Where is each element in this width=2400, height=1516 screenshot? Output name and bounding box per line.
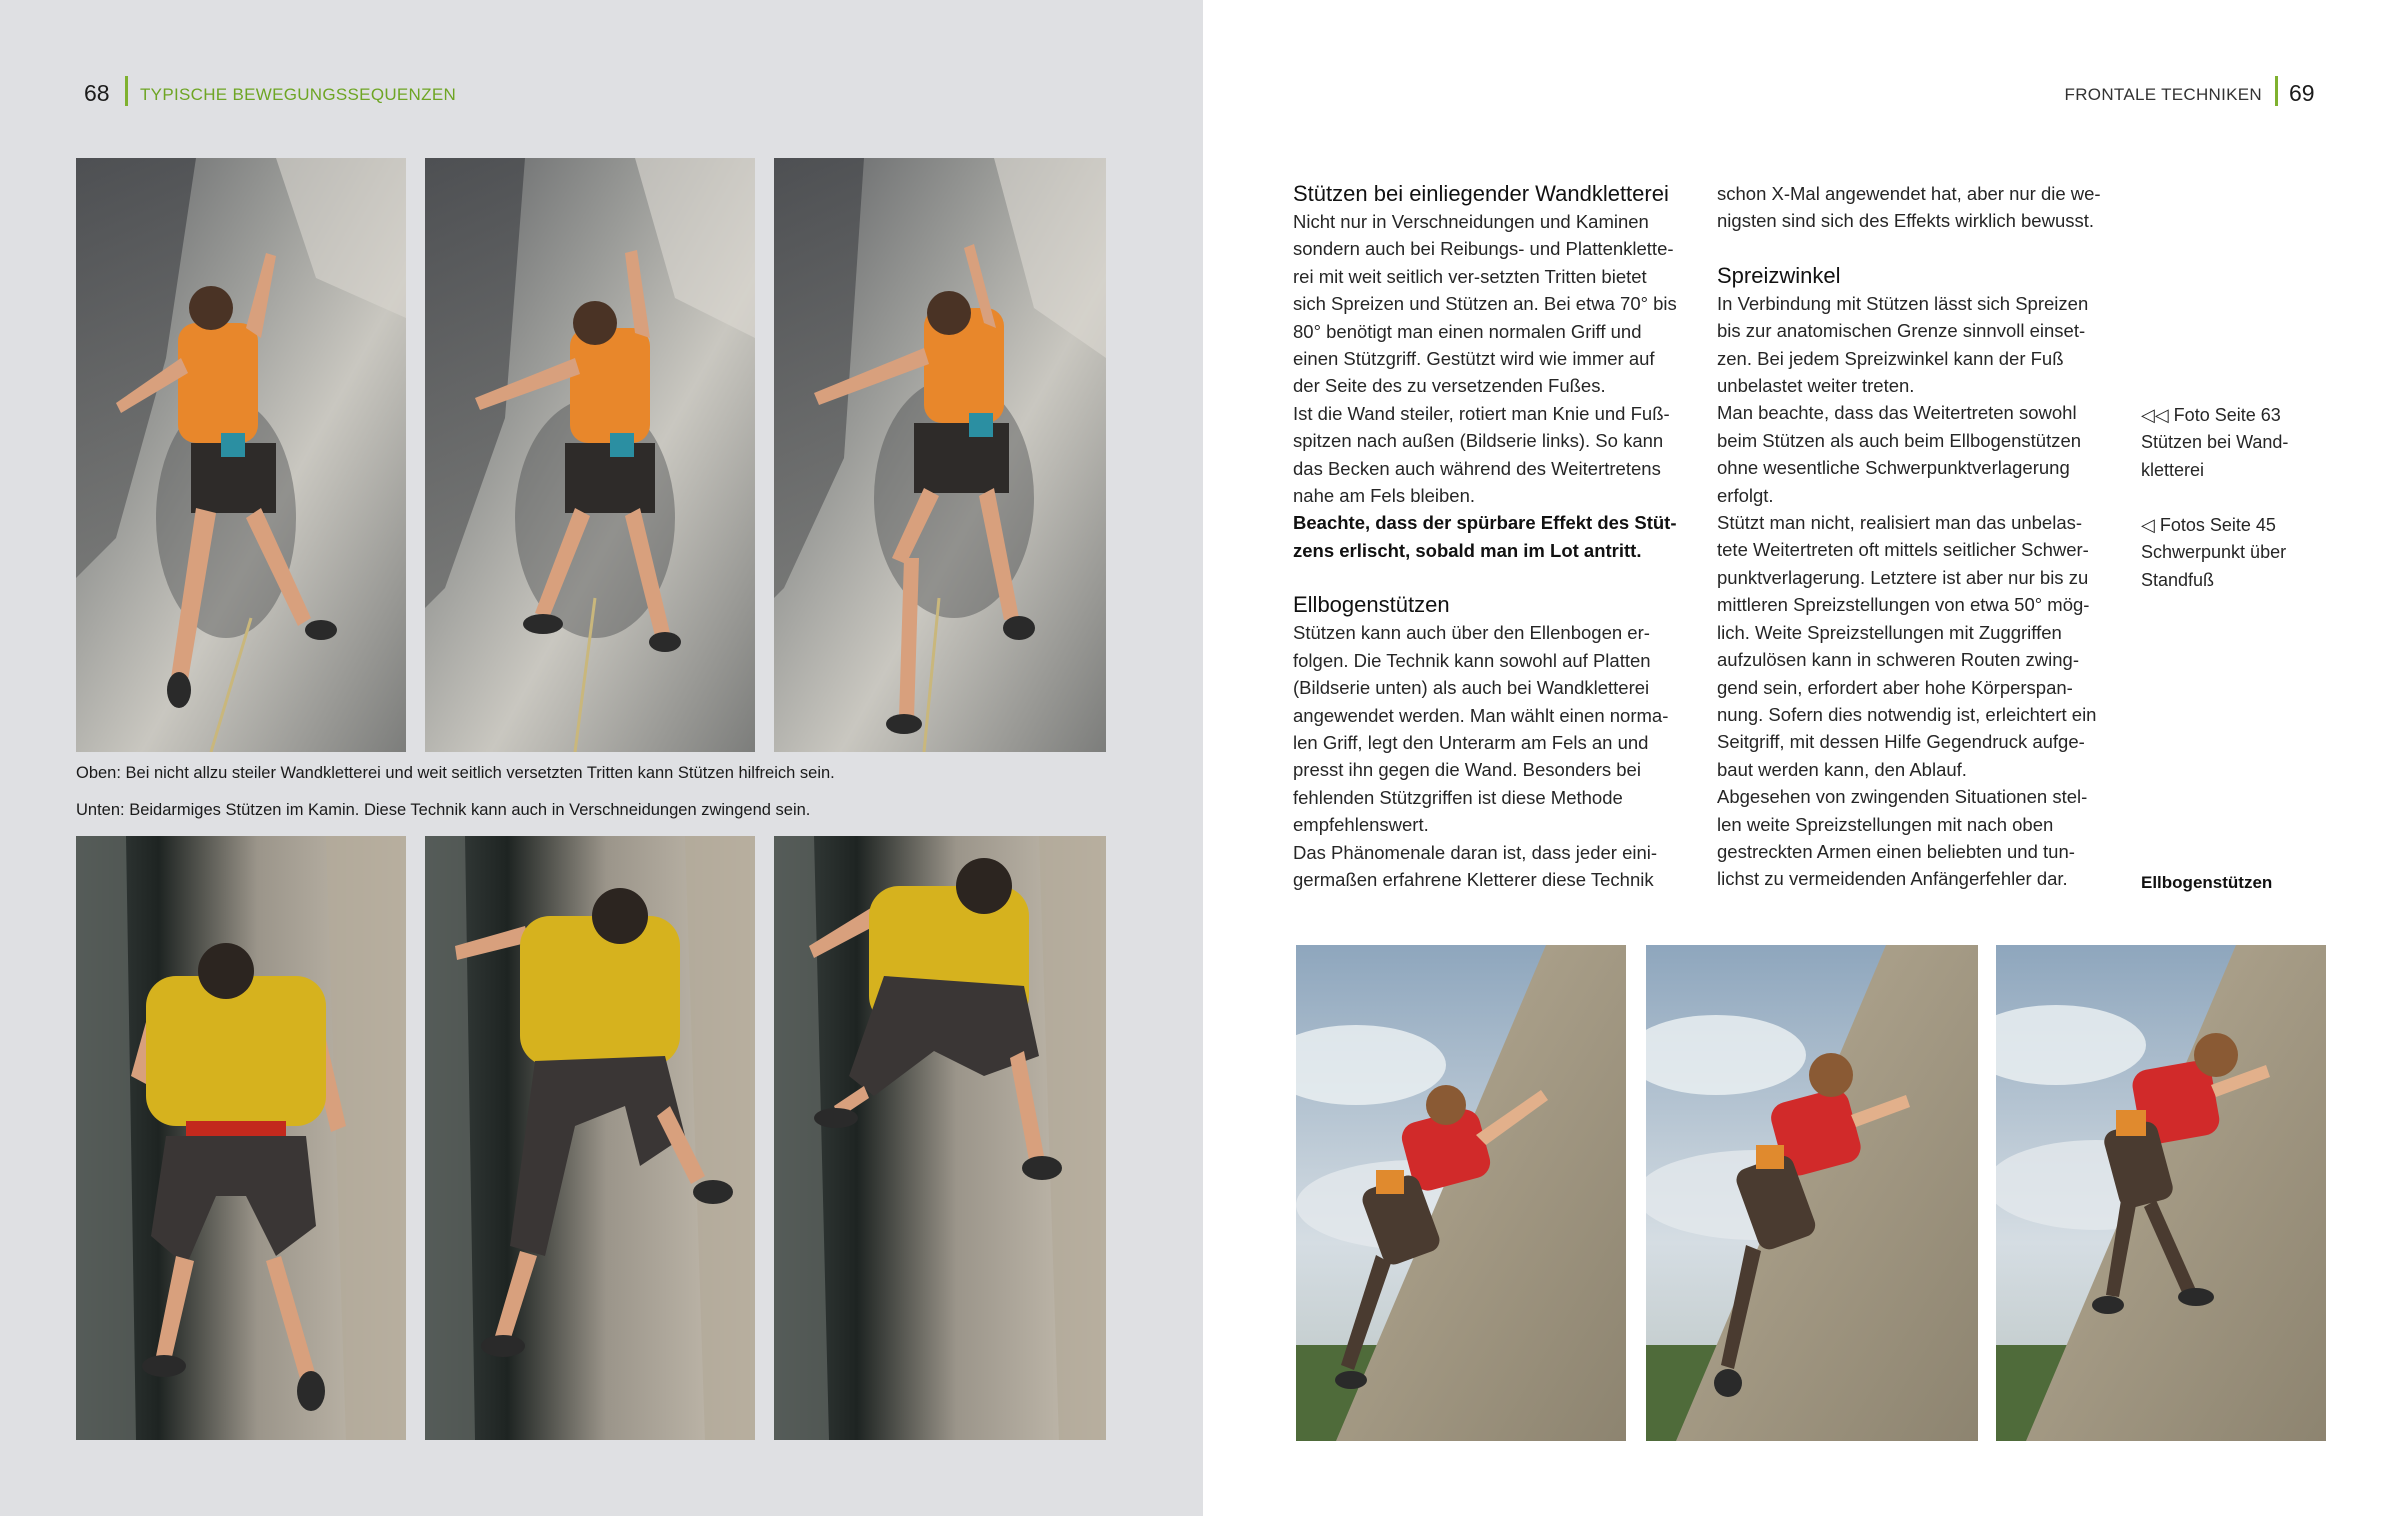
para-line: 80° benötigt man einen normalen Griff und bbox=[1293, 320, 1642, 342]
heading-spreizwinkel: Spreizwinkel bbox=[1717, 262, 1841, 288]
heading-ellbogenstuetzen: Ellbogenstützen bbox=[1293, 592, 1450, 618]
para-line: Nicht nur in Verschneidungen und Kaminen bbox=[1293, 211, 1649, 232]
header-divider-right bbox=[2275, 76, 2278, 106]
heading-stuetzen: Stützen bei einliegender Wandkletterei bbox=[1293, 181, 1669, 206]
running-head-left: TYPISCHE BEWEGUNGSSEQUENZEN bbox=[140, 85, 457, 104]
para-line: folgen. Die Technik kann sowohl auf Platten bbox=[1293, 649, 1651, 671]
para-line: das Becken auch während des Weitertretens bbox=[1293, 457, 1661, 479]
para-line: unbelastet weiter treten. bbox=[1717, 375, 1915, 397]
margin-line: Stützen bei Wand- bbox=[2141, 432, 2289, 453]
slab-photo-1 bbox=[1296, 945, 1626, 1441]
para-line: In Verbindung mit Stützen lässt sich Spreizen bbox=[1717, 292, 2089, 314]
para-line: len Griff, legt den Unterarm am Fels an und bbox=[1293, 731, 1649, 753]
page-number-left: 68 bbox=[84, 80, 110, 106]
para-line: einen Stützgriff. Gestützt wird wie immer auf bbox=[1293, 348, 1655, 370]
wall-climb-photo-3 bbox=[774, 158, 1106, 752]
para-line: aufzulösen kann in schweren Routen zwing- bbox=[1717, 649, 2079, 671]
header-divider-left bbox=[125, 76, 128, 106]
para-line: schon X-Mal angewendet hat, aber nur die we- bbox=[1717, 183, 2101, 204]
slab-photo-2 bbox=[1646, 945, 1978, 1441]
slab-photo-3 bbox=[1996, 945, 2326, 1441]
para-line: Stützen kann auch über den Ellenbogen er- bbox=[1293, 622, 1650, 644]
para-line: nahe am Fels bleiben. bbox=[1293, 485, 1476, 507]
para-line: bis zur anatomischen Grenze sinnvoll einset- bbox=[1717, 320, 2086, 342]
margin-line: kletterei bbox=[2141, 459, 2205, 480]
para-line: Seitgriff, mit dessen Hilfe Gegendruck aufge- bbox=[1717, 731, 2085, 753]
caption-bottom: Unten: Beidarmiges Stützen im Kamin. Diese Technik kann auch in Verschneidungen zwingend sein. bbox=[76, 801, 811, 819]
margin-line: Schwerpunkt über bbox=[2141, 542, 2287, 563]
para-line: erfolgt. bbox=[1717, 484, 1774, 506]
para-line: nigsten sind sich des Effekts wirklich bewusst. bbox=[1717, 210, 2095, 232]
wall-climb-photo-1 bbox=[76, 158, 406, 752]
para-line: len weite Spreizstellungen mit nach oben bbox=[1717, 813, 2054, 835]
para-line: sich Spreizen und Stützen an. Bei etwa 70° bis bbox=[1293, 293, 1677, 315]
para-line: empfehlenswert. bbox=[1293, 814, 1429, 836]
text-column-1 bbox=[1293, 180, 1705, 893]
para-line: lichst zu vermeidenden Anfängerfehler dar. bbox=[1717, 868, 2068, 890]
para-line: angewendet werden. Man wählt einen norma- bbox=[1293, 704, 1669, 726]
chimney-photo-2 bbox=[425, 836, 755, 1440]
margin-line: ◁ Fotos Seite 45 bbox=[2141, 515, 2276, 535]
para-line: rei mit weit seitlich ver-setzten Tritten bietet bbox=[1293, 265, 1647, 287]
para-line: lich. Weite Spreizstellungen mit Zuggriffen bbox=[1717, 621, 2062, 643]
para-line: Stützt man nicht, realisiert man das unbelas- bbox=[1717, 512, 2083, 534]
para-line: Abgesehen von zwingenden Situationen stel- bbox=[1717, 786, 2088, 808]
para-line: Ist die Wand steiler, rotiert man Knie und Fuß- bbox=[1293, 402, 1670, 424]
running-head-right: FRONTALE TECHNIKEN bbox=[2064, 85, 2262, 104]
bold-note: Beachte, dass der spürbare Effekt des Stüt- bbox=[1293, 512, 1677, 534]
margin-line: ◁◁ Foto Seite 63 bbox=[2141, 405, 2281, 425]
para-line: presst ihn gegen die Wand. Besonders bei bbox=[1293, 759, 1641, 781]
caption-top: Oben: Bei nicht allzu steiler Wandkletterei und weit seitlich versetzten Tritten kann Stützen hilfreich sein. bbox=[76, 764, 835, 782]
para-line: gend sein, erfordert aber hohe Körperspan- bbox=[1717, 676, 2073, 698]
wall-climb-photo-2 bbox=[425, 158, 755, 752]
para-line: germaßen erfahrene Kletterer diese Technik bbox=[1293, 868, 1654, 890]
margin-line: Standfuß bbox=[2141, 569, 2215, 590]
text-column-2 bbox=[1717, 180, 2129, 893]
para-line: zen. Bei jedem Spreizwinkel kann der Fuß bbox=[1717, 347, 2064, 369]
para-line: Man beachte, dass das Weitertreten sowohl bbox=[1717, 402, 2077, 424]
para-line: beim Stützen als auch beim Ellbogenstützen bbox=[1717, 429, 2082, 451]
margin-note-photo-63 bbox=[2141, 402, 2311, 484]
para-line: nung. Sofern dies notwendig ist, erleichtert ein bbox=[1717, 703, 2097, 725]
chimney-photo-3 bbox=[774, 836, 1106, 1440]
margin-note-photo-45 bbox=[2141, 512, 2311, 594]
para-line: Das Phänomenale daran ist, dass jeder eini- bbox=[1293, 841, 1658, 863]
margin-label-ellbogenstuetzen: Ellbogenstützen bbox=[2141, 873, 2273, 892]
para-line: ohne wesentliche Schwerpunktverlagerung bbox=[1717, 457, 2070, 479]
para-line: baut werden kann, den Ablauf. bbox=[1717, 758, 1967, 780]
bold-note: zens erlischt, sobald man im Lot antritt. bbox=[1293, 539, 1642, 561]
para-line: gestreckten Armen einen beliebten und tun- bbox=[1717, 840, 2075, 862]
chimney-photo-1 bbox=[76, 836, 406, 1440]
para-line: sondern auch bei Reibungs- und Plattenklette- bbox=[1293, 238, 1674, 260]
para-line: punktverlagerung. Letztere ist aber nur bis zu bbox=[1717, 566, 2089, 588]
page-number-right: 69 bbox=[2289, 80, 2315, 106]
para-line: der Seite des zu versetzenden Fußes. bbox=[1293, 375, 1606, 397]
para-line: fehlenden Stützgriffen ist diese Methode bbox=[1293, 786, 1623, 808]
para-line: spitzen nach außen (Bildserie links). So kann bbox=[1293, 430, 1664, 452]
para-line: mittleren Spreizstellungen von etwa 50° mög- bbox=[1717, 594, 2090, 616]
para-line: tete Weitertreten oft mittels seitlicher Schwer- bbox=[1717, 539, 2089, 561]
para-line: (Bildserie unten) als auch bei Wandkletterei bbox=[1293, 677, 1650, 699]
